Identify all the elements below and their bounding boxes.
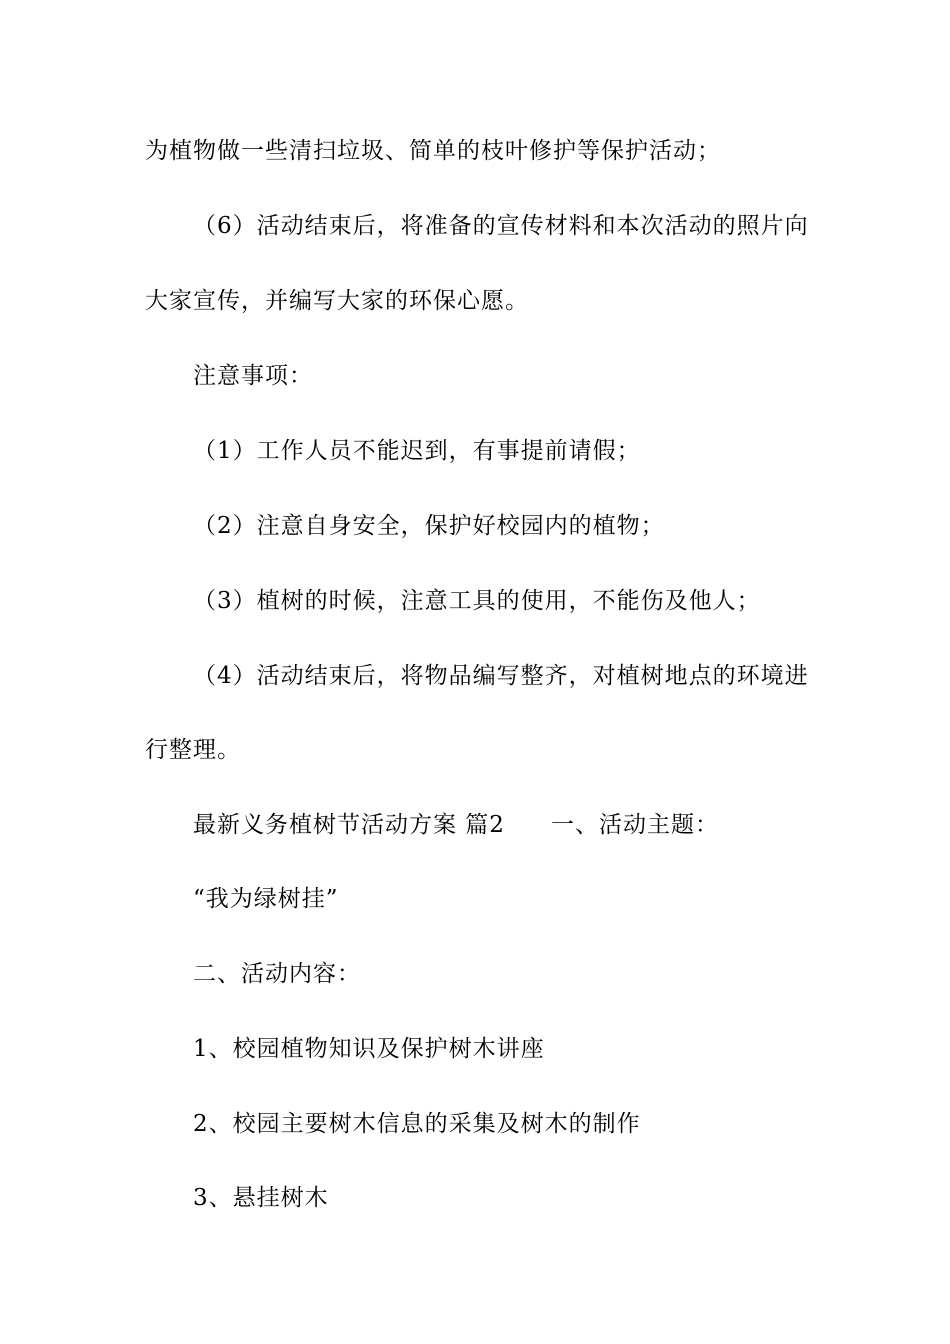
notes-heading: 注意事项： <box>193 363 313 389</box>
note-item: （3）植树的时候，注意工具的使用，不能伤及他人； <box>193 588 761 614</box>
section-heading: 一、活动主题： <box>550 812 719 838</box>
paragraph-line: （6）活动结束后，将准备的宣传材料和本次活动的照片向 <box>193 213 809 239</box>
theme-text: “我为绿树挂” <box>193 886 339 912</box>
list-item: 3、悬挂树木 <box>193 1185 329 1211</box>
note-item: （1）工作人员不能迟到，有事提前请假； <box>193 438 641 464</box>
list-item: 2、校园主要树木信息的采集及树木的制作 <box>193 1111 641 1137</box>
note-item: （2）注意自身安全，保护好校园内的植物； <box>193 513 665 539</box>
paragraph-line: 大家宣传，并编写大家的环保心愿。 <box>145 288 529 314</box>
list-item: 1、校园植物知识及保护树木讲座 <box>193 1036 545 1062</box>
section-title: 最新义务植树节活动方案 篇2 <box>193 812 505 838</box>
paragraph-line: 行整理。 <box>145 737 241 763</box>
note-item: （4）活动结束后，将物品编写整齐，对植树地点的环境进 <box>193 663 809 689</box>
paragraph-line: 为植物做一些清扫垃圾、简单的枝叶修护等保护活动； <box>145 138 721 164</box>
section-title-line <box>193 810 719 840</box>
section-heading: 二、活动内容： <box>193 961 361 987</box>
